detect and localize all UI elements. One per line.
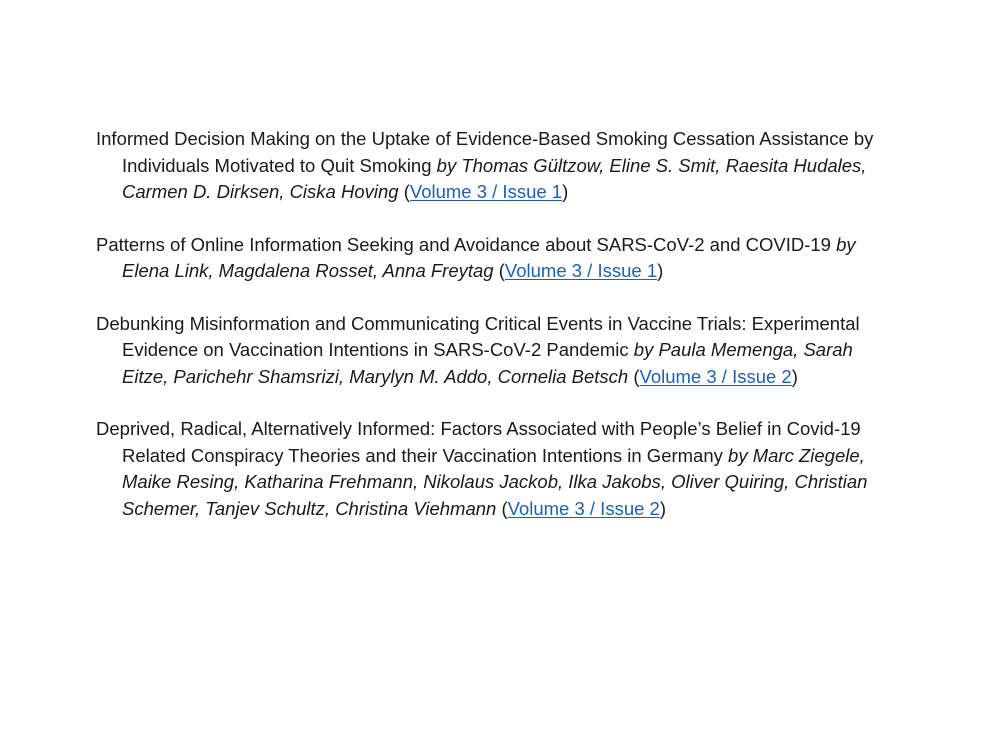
- article-authors: by Marc Ziegele, Maike Resing, Katharina Frehmann, Nikolaus Jackob, Ilka Jakobs, Oliver Quiring, Christian Schemer, Tanjev Schultz, Christina Viehmann: [122, 444, 868, 519]
- close-paren: ): [659, 497, 666, 519]
- article-authors: by Paula Memenga, Sarah Eitze, Parichehr Shamsrizi, Marylyn M. Addo, Cornelia Betsch: [122, 339, 853, 387]
- article-title: Patterns of Online Information Seeking and Avoidance about SARS-CoV-2 and COVID-19: [96, 233, 831, 255]
- close-paren: ): [791, 365, 798, 387]
- issue-link[interactable]: Volume 3 / Issue 2: [507, 497, 660, 519]
- close-paren: ): [562, 181, 569, 202]
- issue-link[interactable]: Volume 3 / Issue 2: [639, 365, 792, 387]
- article-entry: [96, 416, 902, 522]
- open-paren: (: [403, 181, 410, 202]
- article-authors: by Thomas Gültzow, Eline S. Smit, Raesita Hudales, Carmen D. Dirksen, Ciska Hoving: [122, 154, 867, 202]
- issue-link[interactable]: Volume 3 / Issue 1: [409, 181, 563, 202]
- open-paren: (: [498, 260, 505, 281]
- open-paren: (: [633, 365, 640, 387]
- article-title: Debunking Misinformation and Communicating Critical Events in Vaccine Trials: Experimental Evidence on Vaccination Intentions in SARS-CoV-2 Pandemic: [96, 312, 860, 360]
- article-title: Deprived, Radical, Alternatively Informed: Factors Associated with People’s Belief in Covid-19 Related Conspiracy Theories and their Vaccination Intentions in Germany: [96, 418, 861, 466]
- close-paren: ): [657, 260, 664, 281]
- article-title: Informed Decision Making on the Uptake of Evidence-Based Smoking Cessation Assistance by Individuals Motivated to Quit Smoking: [96, 128, 874, 176]
- open-paren: (: [501, 497, 508, 519]
- article-entry: [96, 232, 902, 285]
- article-entry: [96, 126, 902, 206]
- article-list: [96, 126, 902, 548]
- article-entry: [96, 311, 902, 391]
- issue-link[interactable]: Volume 3 / Issue 1: [504, 260, 658, 281]
- article-authors: by Elena Link, Magdalena Rosset, Anna Freytag: [122, 233, 856, 281]
